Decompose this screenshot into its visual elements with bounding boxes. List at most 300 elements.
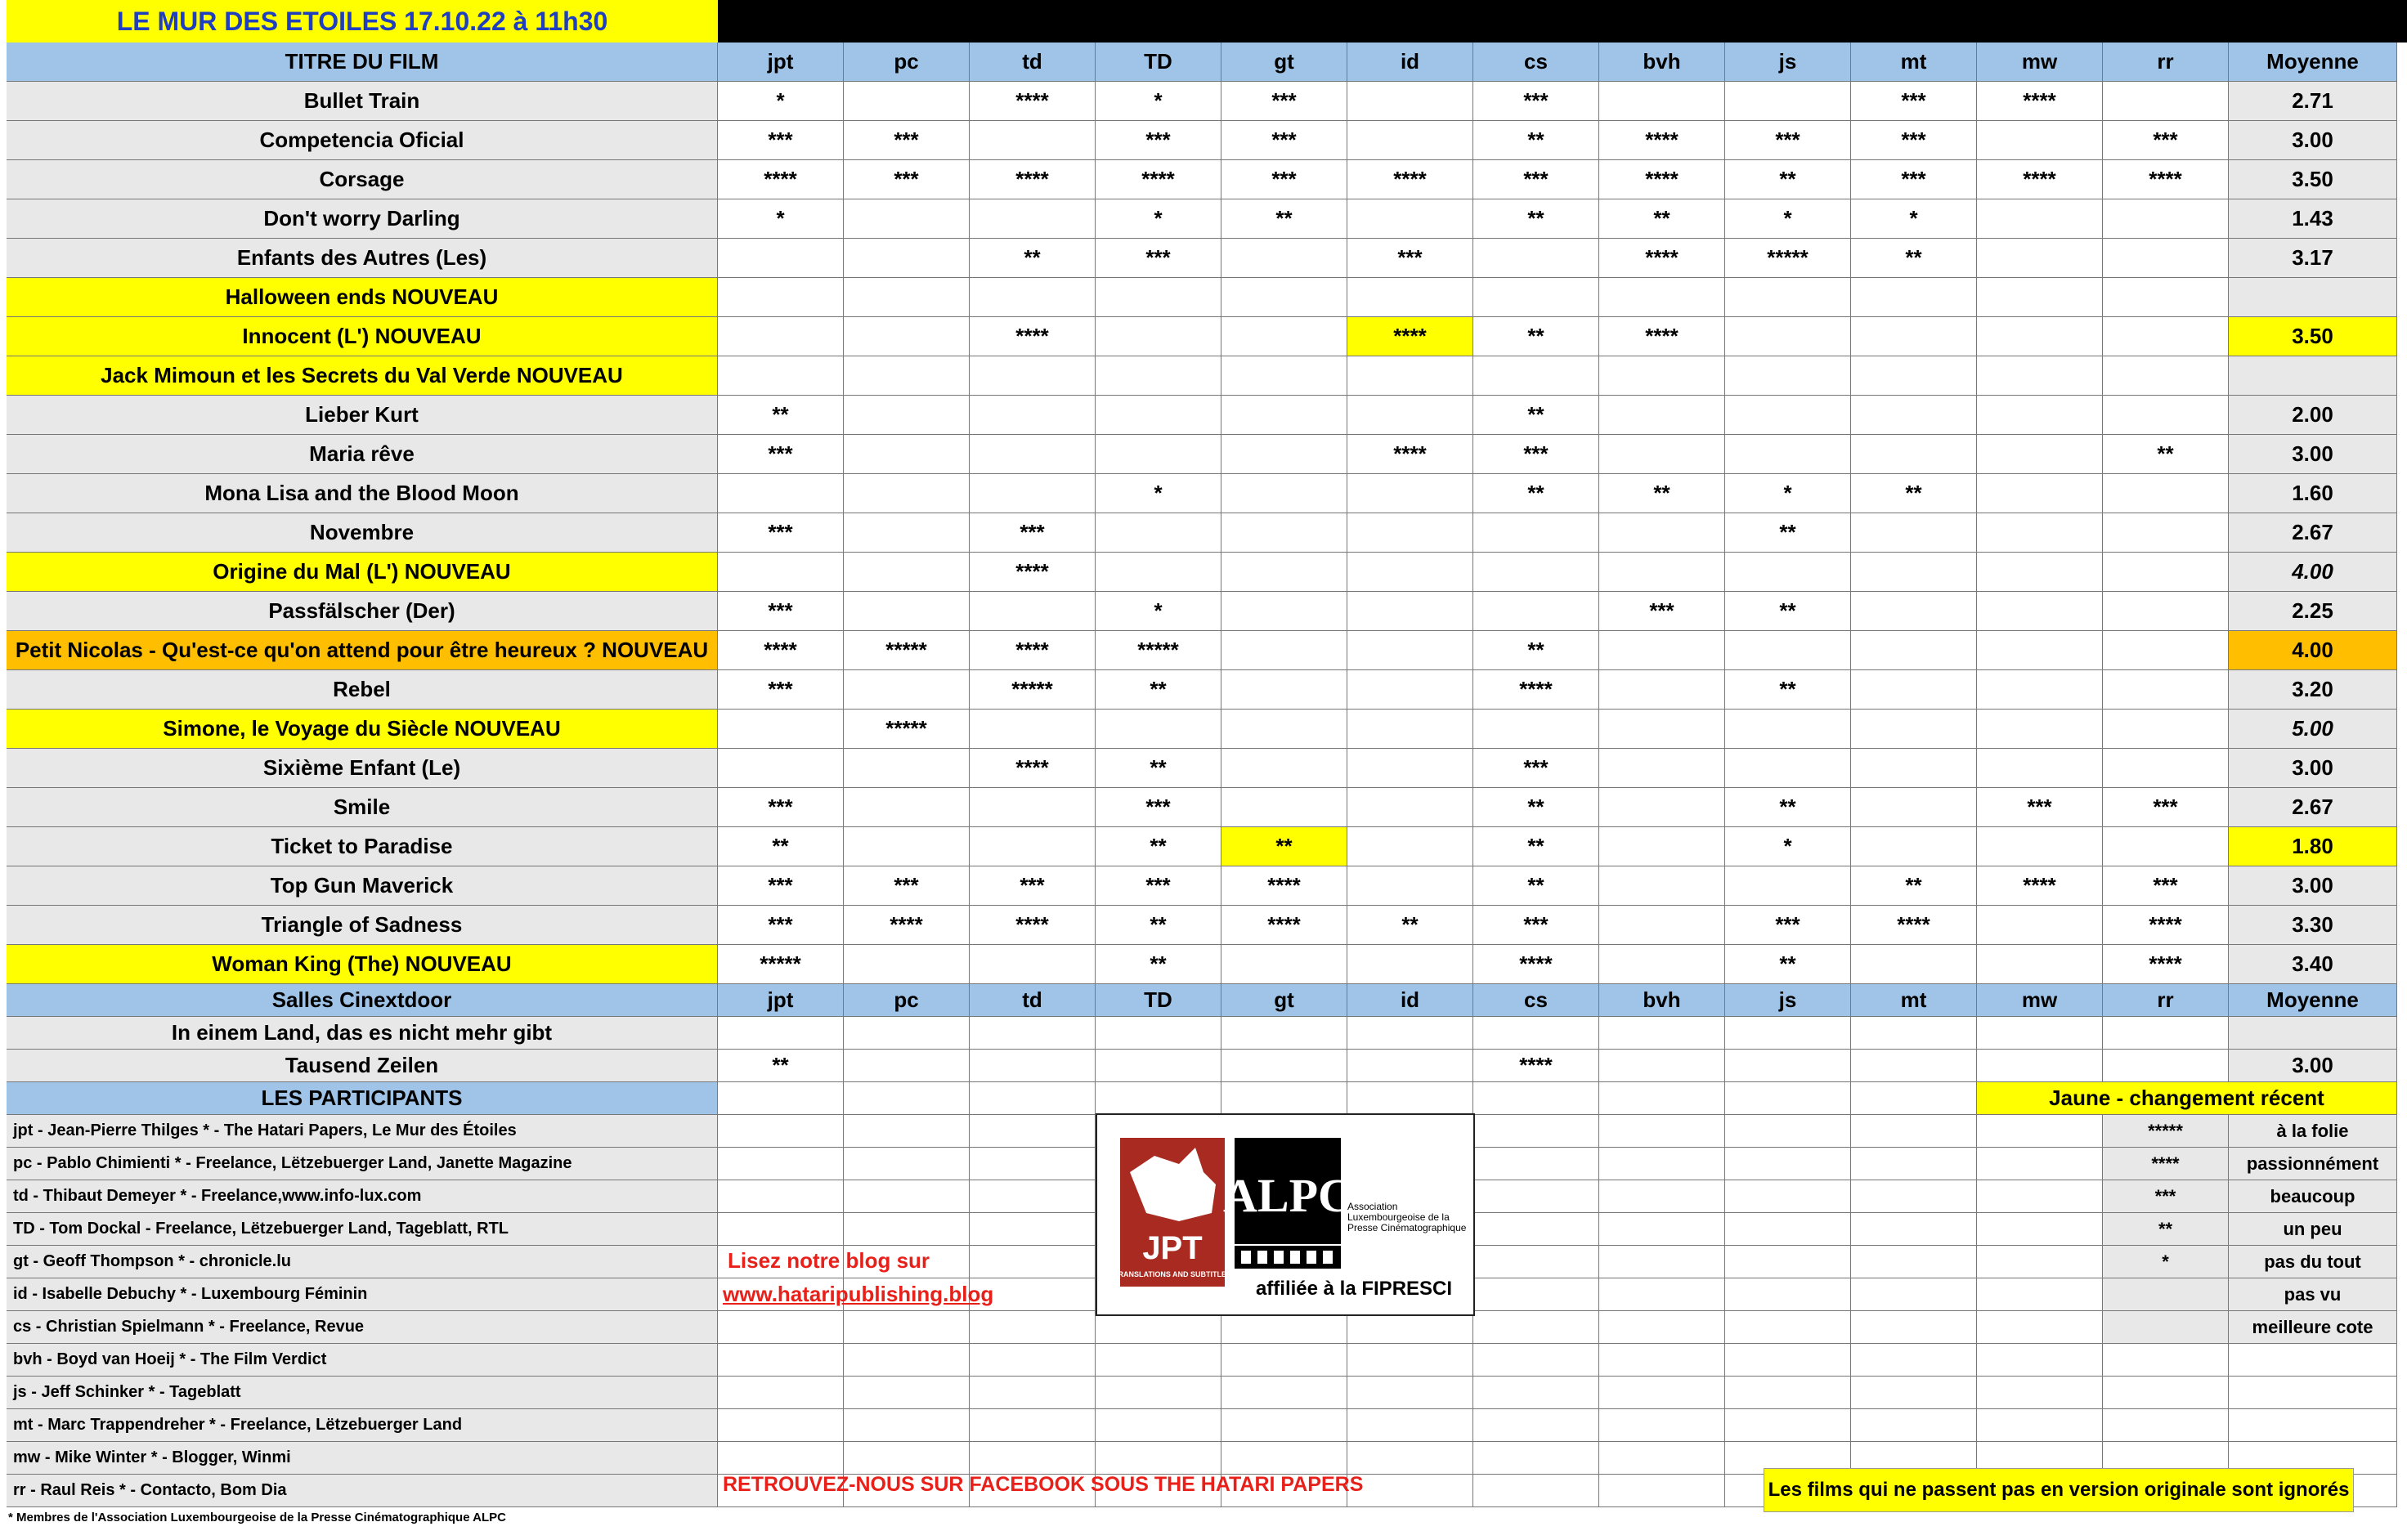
rating-cell[interactable] <box>1851 749 1977 788</box>
rating-cell[interactable] <box>1096 435 1221 474</box>
rating-cell[interactable] <box>970 435 1096 474</box>
rating-cell[interactable] <box>2103 82 2229 121</box>
rating-cell[interactable]: **** <box>1473 670 1599 710</box>
rating-cell[interactable] <box>1347 631 1473 670</box>
film-title[interactable]: Passfälscher (Der) <box>7 592 718 631</box>
rating-cell[interactable] <box>844 435 970 474</box>
rating-cell[interactable] <box>1473 1017 1599 1050</box>
rating-cell[interactable] <box>1347 513 1473 553</box>
rating-cell[interactable] <box>2103 592 2229 631</box>
rating-cell[interactable] <box>1221 592 1347 631</box>
rating-cell[interactable] <box>718 278 844 317</box>
film-title[interactable]: Mona Lisa and the Blood Moon <box>7 474 718 513</box>
cinextdoor-col-js[interactable]: js <box>1725 984 1851 1017</box>
film-title[interactable]: Smile <box>7 788 718 827</box>
rating-cell[interactable] <box>1473 553 1599 592</box>
cinextdoor-col-td[interactable]: td <box>970 984 1096 1017</box>
rating-cell[interactable] <box>718 1017 844 1050</box>
film-title[interactable]: Halloween ends NOUVEAU <box>7 278 718 317</box>
rating-cell[interactable]: *** <box>1725 906 1851 945</box>
rating-cell[interactable]: *** <box>718 906 844 945</box>
rating-cell[interactable]: **** <box>1221 906 1347 945</box>
rating-cell[interactable]: *** <box>1977 788 2103 827</box>
rating-cell[interactable] <box>2103 553 2229 592</box>
rating-cell[interactable] <box>1977 906 2103 945</box>
rating-cell[interactable] <box>2103 199 2229 239</box>
rating-cell[interactable]: *** <box>1851 82 1977 121</box>
rating-cell[interactable] <box>2103 239 2229 278</box>
rating-cell[interactable] <box>970 199 1096 239</box>
rating-cell[interactable] <box>1096 553 1221 592</box>
rating-cell[interactable]: *** <box>1599 592 1725 631</box>
rating-cell[interactable]: *** <box>1473 160 1599 199</box>
rating-cell[interactable]: ** <box>1473 199 1599 239</box>
rating-cell[interactable]: ** <box>1599 199 1725 239</box>
rating-cell[interactable] <box>844 82 970 121</box>
rating-cell[interactable] <box>844 239 970 278</box>
rating-cell[interactable]: *** <box>2103 866 2229 906</box>
cinextdoor-col-td[interactable]: TD <box>1096 984 1221 1017</box>
rating-cell[interactable] <box>1221 945 1347 984</box>
rating-cell[interactable]: ***** <box>844 710 970 749</box>
rating-cell[interactable] <box>1347 396 1473 435</box>
rating-cell[interactable] <box>1977 396 2103 435</box>
column-header-pc[interactable]: pc <box>844 43 970 82</box>
film-title[interactable]: Enfants des Autres (Les) <box>7 239 718 278</box>
rating-cell[interactable] <box>1851 710 1977 749</box>
rating-cell[interactable] <box>1977 1017 2103 1050</box>
rating-cell[interactable] <box>1977 592 2103 631</box>
rating-cell[interactable] <box>1977 827 2103 866</box>
rating-cell[interactable]: *** <box>1851 160 1977 199</box>
rating-cell[interactable]: * <box>1725 827 1851 866</box>
rating-cell[interactable] <box>1977 945 2103 984</box>
rating-cell[interactable]: * <box>1096 474 1221 513</box>
rating-cell[interactable] <box>844 396 970 435</box>
rating-cell[interactable]: ** <box>1096 906 1221 945</box>
column-header-moyenne[interactable]: Moyenne <box>2229 43 2397 82</box>
column-header-js[interactable]: js <box>1725 43 1851 82</box>
film-title[interactable]: Lieber Kurt <box>7 396 718 435</box>
column-header-td[interactable]: td <box>970 43 1096 82</box>
column-header-mw[interactable]: mw <box>1977 43 2103 82</box>
rating-cell[interactable]: **** <box>970 631 1096 670</box>
rating-cell[interactable]: ** <box>1473 121 1599 160</box>
film-title[interactable]: Rebel <box>7 670 718 710</box>
rating-cell[interactable] <box>1851 1050 1977 1082</box>
rating-cell[interactable] <box>1599 749 1725 788</box>
rating-cell[interactable]: **** <box>1347 160 1473 199</box>
rating-cell[interactable]: ** <box>1096 749 1221 788</box>
rating-cell[interactable] <box>844 474 970 513</box>
rating-cell[interactable]: ** <box>1473 788 1599 827</box>
rating-cell[interactable] <box>844 945 970 984</box>
film-title[interactable]: Maria rêve <box>7 435 718 474</box>
rating-cell[interactable] <box>1599 82 1725 121</box>
rating-cell[interactable] <box>844 788 970 827</box>
rating-cell[interactable] <box>2103 513 2229 553</box>
rating-cell[interactable]: *** <box>1096 239 1221 278</box>
rating-cell[interactable] <box>2103 749 2229 788</box>
rating-cell[interactable] <box>2103 827 2229 866</box>
rating-cell[interactable] <box>1851 513 1977 553</box>
film-title[interactable]: Triangle of Sadness <box>7 906 718 945</box>
rating-cell[interactable]: * <box>1096 199 1221 239</box>
rating-cell[interactable] <box>1347 945 1473 984</box>
rating-cell[interactable] <box>1221 1017 1347 1050</box>
rating-cell[interactable]: ** <box>1096 945 1221 984</box>
film-title[interactable]: Woman King (The) NOUVEAU <box>7 945 718 984</box>
rating-cell[interactable]: *** <box>1221 82 1347 121</box>
rating-cell[interactable]: ** <box>1725 592 1851 631</box>
rating-cell[interactable]: **** <box>1977 82 2103 121</box>
rating-cell[interactable]: ** <box>1473 317 1599 356</box>
rating-cell[interactable]: **** <box>1473 1050 1599 1082</box>
rating-cell[interactable] <box>1977 239 2103 278</box>
rating-cell[interactable] <box>1221 788 1347 827</box>
film-title[interactable]: Petit Nicolas - Qu'est-ce qu'on attend pour être heureux ? NOUVEAU <box>7 631 718 670</box>
rating-cell[interactable] <box>1725 710 1851 749</box>
cinextdoor-col-gt[interactable]: gt <box>1221 984 1347 1017</box>
rating-cell[interactable]: *** <box>718 788 844 827</box>
rating-cell[interactable]: ***** <box>970 670 1096 710</box>
rating-cell[interactable]: ** <box>1473 396 1599 435</box>
rating-cell[interactable]: *** <box>1473 82 1599 121</box>
rating-cell[interactable] <box>844 1017 970 1050</box>
rating-cell[interactable] <box>1851 592 1977 631</box>
rating-cell[interactable] <box>1347 356 1473 396</box>
rating-cell[interactable]: *** <box>718 592 844 631</box>
rating-cell[interactable]: * <box>718 199 844 239</box>
rating-cell[interactable] <box>1851 356 1977 396</box>
rating-cell[interactable]: ** <box>1473 474 1599 513</box>
rating-cell[interactable] <box>1096 356 1221 396</box>
rating-cell[interactable] <box>844 317 970 356</box>
rating-cell[interactable] <box>1473 710 1599 749</box>
rating-cell[interactable] <box>1599 396 1725 435</box>
rating-cell[interactable]: ** <box>1599 474 1725 513</box>
cinextdoor-col-moyenne[interactable]: Moyenne <box>2229 984 2397 1017</box>
rating-cell[interactable] <box>844 1050 970 1082</box>
film-title[interactable]: Corsage <box>7 160 718 199</box>
column-header-id[interactable]: id <box>1347 43 1473 82</box>
rating-cell[interactable]: *** <box>1096 866 1221 906</box>
rating-cell[interactable] <box>2103 356 2229 396</box>
rating-cell[interactable] <box>1096 396 1221 435</box>
rating-cell[interactable] <box>1977 710 2103 749</box>
rating-cell[interactable] <box>1725 1017 1851 1050</box>
cinextdoor-col-rr[interactable]: rr <box>2103 984 2229 1017</box>
rating-cell[interactable] <box>844 278 970 317</box>
rating-cell[interactable] <box>1725 1050 1851 1082</box>
rating-cell[interactable]: *** <box>844 866 970 906</box>
rating-cell[interactable] <box>970 945 1096 984</box>
rating-cell[interactable]: **** <box>2103 945 2229 984</box>
film-title[interactable]: Jack Mimoun et les Secrets du Val Verde NOUVEAU <box>7 356 718 396</box>
rating-cell[interactable] <box>1096 513 1221 553</box>
rating-cell[interactable] <box>718 553 844 592</box>
rating-cell[interactable]: **** <box>1977 866 2103 906</box>
film-title[interactable]: Sixième Enfant (Le) <box>7 749 718 788</box>
rating-cell[interactable]: **** <box>1599 121 1725 160</box>
rating-cell[interactable] <box>1599 553 1725 592</box>
rating-cell[interactable] <box>1977 121 2103 160</box>
rating-cell[interactable] <box>2103 710 2229 749</box>
column-header-jpt[interactable]: jpt <box>718 43 844 82</box>
column-header-gt[interactable]: gt <box>1221 43 1347 82</box>
rating-cell[interactable]: ** <box>1473 631 1599 670</box>
cinextdoor-col-mw[interactable]: mw <box>1977 984 2103 1017</box>
rating-cell[interactable] <box>2103 1017 2229 1050</box>
rating-cell[interactable]: *** <box>1096 788 1221 827</box>
rating-cell[interactable]: **** <box>1473 945 1599 984</box>
rating-cell[interactable] <box>1347 670 1473 710</box>
rating-cell[interactable] <box>1851 435 1977 474</box>
rating-cell[interactable] <box>1725 356 1851 396</box>
rating-cell[interactable] <box>1221 710 1347 749</box>
rating-cell[interactable]: * <box>1096 592 1221 631</box>
rating-cell[interactable] <box>1221 1050 1347 1082</box>
cinextdoor-col-jpt[interactable]: jpt <box>718 984 844 1017</box>
rating-cell[interactable]: **** <box>970 317 1096 356</box>
rating-cell[interactable]: *** <box>718 121 844 160</box>
film-title[interactable]: Novembre <box>7 513 718 553</box>
rating-cell[interactable] <box>2103 278 2229 317</box>
column-header-title[interactable]: TITRE DU FILM <box>7 43 718 82</box>
rating-cell[interactable]: *** <box>1096 121 1221 160</box>
column-header-rr[interactable]: rr <box>2103 43 2229 82</box>
rating-cell[interactable] <box>1473 356 1599 396</box>
rating-cell[interactable] <box>1725 553 1851 592</box>
column-header-mt[interactable]: mt <box>1851 43 1977 82</box>
rating-cell[interactable] <box>1347 592 1473 631</box>
rating-cell[interactable] <box>970 827 1096 866</box>
rating-cell[interactable]: ** <box>1473 866 1599 906</box>
rating-cell[interactable]: **** <box>1599 239 1725 278</box>
rating-cell[interactable] <box>1347 710 1473 749</box>
cinextdoor-col-mt[interactable]: mt <box>1851 984 1977 1017</box>
rating-cell[interactable]: **** <box>1851 906 1977 945</box>
rating-cell[interactable] <box>1221 356 1347 396</box>
rating-cell[interactable] <box>1977 513 2103 553</box>
film-title[interactable]: Don't worry Darling <box>7 199 718 239</box>
rating-cell[interactable] <box>1221 474 1347 513</box>
film-title[interactable]: Bullet Train <box>7 82 718 121</box>
rating-cell[interactable] <box>2103 396 2229 435</box>
rating-cell[interactable]: **** <box>1599 160 1725 199</box>
rating-cell[interactable]: **** <box>1599 317 1725 356</box>
rating-cell[interactable] <box>1347 199 1473 239</box>
rating-cell[interactable] <box>1851 670 1977 710</box>
rating-cell[interactable] <box>1725 866 1851 906</box>
rating-cell[interactable]: **** <box>844 906 970 945</box>
rating-cell[interactable] <box>1221 239 1347 278</box>
rating-cell[interactable]: *** <box>1473 906 1599 945</box>
rating-cell[interactable]: **** <box>970 553 1096 592</box>
rating-cell[interactable]: ** <box>1851 239 1977 278</box>
rating-cell[interactable] <box>1473 513 1599 553</box>
rating-cell[interactable] <box>1221 278 1347 317</box>
cinextdoor-film-title[interactable]: In einem Land, das es nicht mehr gibt <box>7 1017 718 1050</box>
rating-cell[interactable] <box>1347 749 1473 788</box>
rating-cell[interactable]: * <box>1725 474 1851 513</box>
rating-cell[interactable]: **** <box>970 160 1096 199</box>
rating-cell[interactable]: ** <box>1725 670 1851 710</box>
rating-cell[interactable] <box>1851 827 1977 866</box>
cinextdoor-col-id[interactable]: id <box>1347 984 1473 1017</box>
rating-cell[interactable] <box>1096 1050 1221 1082</box>
rating-cell[interactable]: ** <box>1473 827 1599 866</box>
rating-cell[interactable]: ** <box>1725 945 1851 984</box>
rating-cell[interactable]: ** <box>1096 670 1221 710</box>
rating-cell[interactable] <box>970 278 1096 317</box>
rating-cell[interactable]: ** <box>970 239 1096 278</box>
rating-cell[interactable] <box>1096 278 1221 317</box>
rating-cell[interactable] <box>1851 278 1977 317</box>
rating-cell[interactable] <box>1221 317 1347 356</box>
rating-cell[interactable]: ** <box>718 396 844 435</box>
rating-cell[interactable]: ** <box>718 1050 844 1082</box>
column-header-td[interactable]: TD <box>1096 43 1221 82</box>
rating-cell[interactable]: **** <box>2103 906 2229 945</box>
rating-cell[interactable] <box>1347 1017 1473 1050</box>
rating-cell[interactable]: **** <box>1347 435 1473 474</box>
rating-cell[interactable] <box>1851 788 1977 827</box>
rating-cell[interactable] <box>1347 827 1473 866</box>
film-title[interactable]: Ticket to Paradise <box>7 827 718 866</box>
rating-cell[interactable] <box>1599 513 1725 553</box>
rating-cell[interactable] <box>1096 1017 1221 1050</box>
rating-cell[interactable]: ** <box>2103 435 2229 474</box>
rating-cell[interactable] <box>1599 631 1725 670</box>
rating-cell[interactable]: ** <box>1725 513 1851 553</box>
film-title[interactable]: Origine du Mal (L') NOUVEAU <box>7 553 718 592</box>
rating-cell[interactable]: *** <box>718 435 844 474</box>
rating-cell[interactable]: ** <box>1096 827 1221 866</box>
rating-cell[interactable]: ** <box>1221 827 1347 866</box>
rating-cell[interactable]: *** <box>1725 121 1851 160</box>
rating-cell[interactable] <box>1347 788 1473 827</box>
rating-cell[interactable]: *** <box>718 866 844 906</box>
rating-cell[interactable] <box>1221 513 1347 553</box>
rating-cell[interactable] <box>1599 278 1725 317</box>
rating-cell[interactable]: ** <box>1725 160 1851 199</box>
rating-cell[interactable] <box>970 121 1096 160</box>
rating-cell[interactable] <box>1599 1050 1725 1082</box>
rating-cell[interactable]: ***** <box>1096 631 1221 670</box>
rating-cell[interactable] <box>970 474 1096 513</box>
rating-cell[interactable]: ** <box>1725 788 1851 827</box>
rating-cell[interactable] <box>1347 866 1473 906</box>
rating-cell[interactable] <box>1977 553 2103 592</box>
rating-cell[interactable] <box>718 474 844 513</box>
rating-cell[interactable] <box>1599 670 1725 710</box>
rating-cell[interactable]: *** <box>1221 121 1347 160</box>
rating-cell[interactable] <box>970 396 1096 435</box>
rating-cell[interactable]: ***** <box>1725 239 1851 278</box>
rating-cell[interactable] <box>718 749 844 788</box>
rating-cell[interactable]: * <box>1725 199 1851 239</box>
rating-cell[interactable] <box>1473 592 1599 631</box>
rating-cell[interactable] <box>1347 278 1473 317</box>
rating-cell[interactable] <box>844 553 970 592</box>
rating-cell[interactable]: **** <box>1096 160 1221 199</box>
rating-cell[interactable] <box>2103 631 2229 670</box>
rating-cell[interactable]: *** <box>970 866 1096 906</box>
rating-cell[interactable] <box>718 239 844 278</box>
rating-cell[interactable] <box>1473 278 1599 317</box>
rating-cell[interactable] <box>1977 278 2103 317</box>
rating-cell[interactable] <box>1599 788 1725 827</box>
rating-cell[interactable]: *** <box>1347 239 1473 278</box>
rating-cell[interactable] <box>1977 474 2103 513</box>
rating-cell[interactable] <box>844 199 970 239</box>
rating-cell[interactable]: * <box>718 82 844 121</box>
rating-cell[interactable] <box>970 1017 1096 1050</box>
rating-cell[interactable] <box>2103 1050 2229 1082</box>
film-title[interactable]: Innocent (L') NOUVEAU <box>7 317 718 356</box>
rating-cell[interactable] <box>970 710 1096 749</box>
rating-cell[interactable] <box>1725 396 1851 435</box>
rating-cell[interactable] <box>2103 317 2229 356</box>
rating-cell[interactable] <box>970 788 1096 827</box>
film-title[interactable]: Competencia Oficial <box>7 121 718 160</box>
rating-cell[interactable] <box>718 317 844 356</box>
cinextdoor-col-bvh[interactable]: bvh <box>1599 984 1725 1017</box>
rating-cell[interactable]: **** <box>1347 317 1473 356</box>
rating-cell[interactable] <box>1347 1050 1473 1082</box>
rating-cell[interactable] <box>1599 1017 1725 1050</box>
rating-cell[interactable] <box>1347 553 1473 592</box>
rating-cell[interactable]: **** <box>718 160 844 199</box>
rating-cell[interactable] <box>1851 396 1977 435</box>
rating-cell[interactable]: ** <box>1221 199 1347 239</box>
rating-cell[interactable]: * <box>1096 82 1221 121</box>
column-header-cs[interactable]: cs <box>1473 43 1599 82</box>
rating-cell[interactable] <box>1473 239 1599 278</box>
rating-cell[interactable]: **** <box>970 906 1096 945</box>
rating-cell[interactable]: *** <box>1473 749 1599 788</box>
rating-cell[interactable] <box>1221 553 1347 592</box>
rating-cell[interactable] <box>2103 670 2229 710</box>
rating-cell[interactable]: ***** <box>844 631 970 670</box>
rating-cell[interactable] <box>1599 435 1725 474</box>
rating-cell[interactable] <box>1851 631 1977 670</box>
rating-cell[interactable] <box>1725 435 1851 474</box>
rating-cell[interactable]: *** <box>1473 435 1599 474</box>
rating-cell[interactable] <box>844 356 970 396</box>
rating-cell[interactable] <box>1851 1017 1977 1050</box>
rating-cell[interactable]: *** <box>718 513 844 553</box>
rating-cell[interactable]: *** <box>2103 788 2229 827</box>
rating-cell[interactable]: * <box>1851 199 1977 239</box>
rating-cell[interactable]: ***** <box>718 945 844 984</box>
rating-cell[interactable] <box>1096 317 1221 356</box>
rating-cell[interactable] <box>1599 866 1725 906</box>
rating-cell[interactable]: ** <box>1851 474 1977 513</box>
rating-cell[interactable]: **** <box>1221 866 1347 906</box>
rating-cell[interactable] <box>2103 474 2229 513</box>
rating-cell[interactable]: *** <box>1221 160 1347 199</box>
rating-cell[interactable]: ** <box>718 827 844 866</box>
cinextdoor-col-pc[interactable]: pc <box>844 984 970 1017</box>
rating-cell[interactable]: *** <box>1851 121 1977 160</box>
rating-cell[interactable] <box>1977 631 2103 670</box>
rating-cell[interactable]: **** <box>970 82 1096 121</box>
rating-cell[interactable] <box>1221 749 1347 788</box>
rating-cell[interactable] <box>844 670 970 710</box>
rating-cell[interactable] <box>1851 317 1977 356</box>
